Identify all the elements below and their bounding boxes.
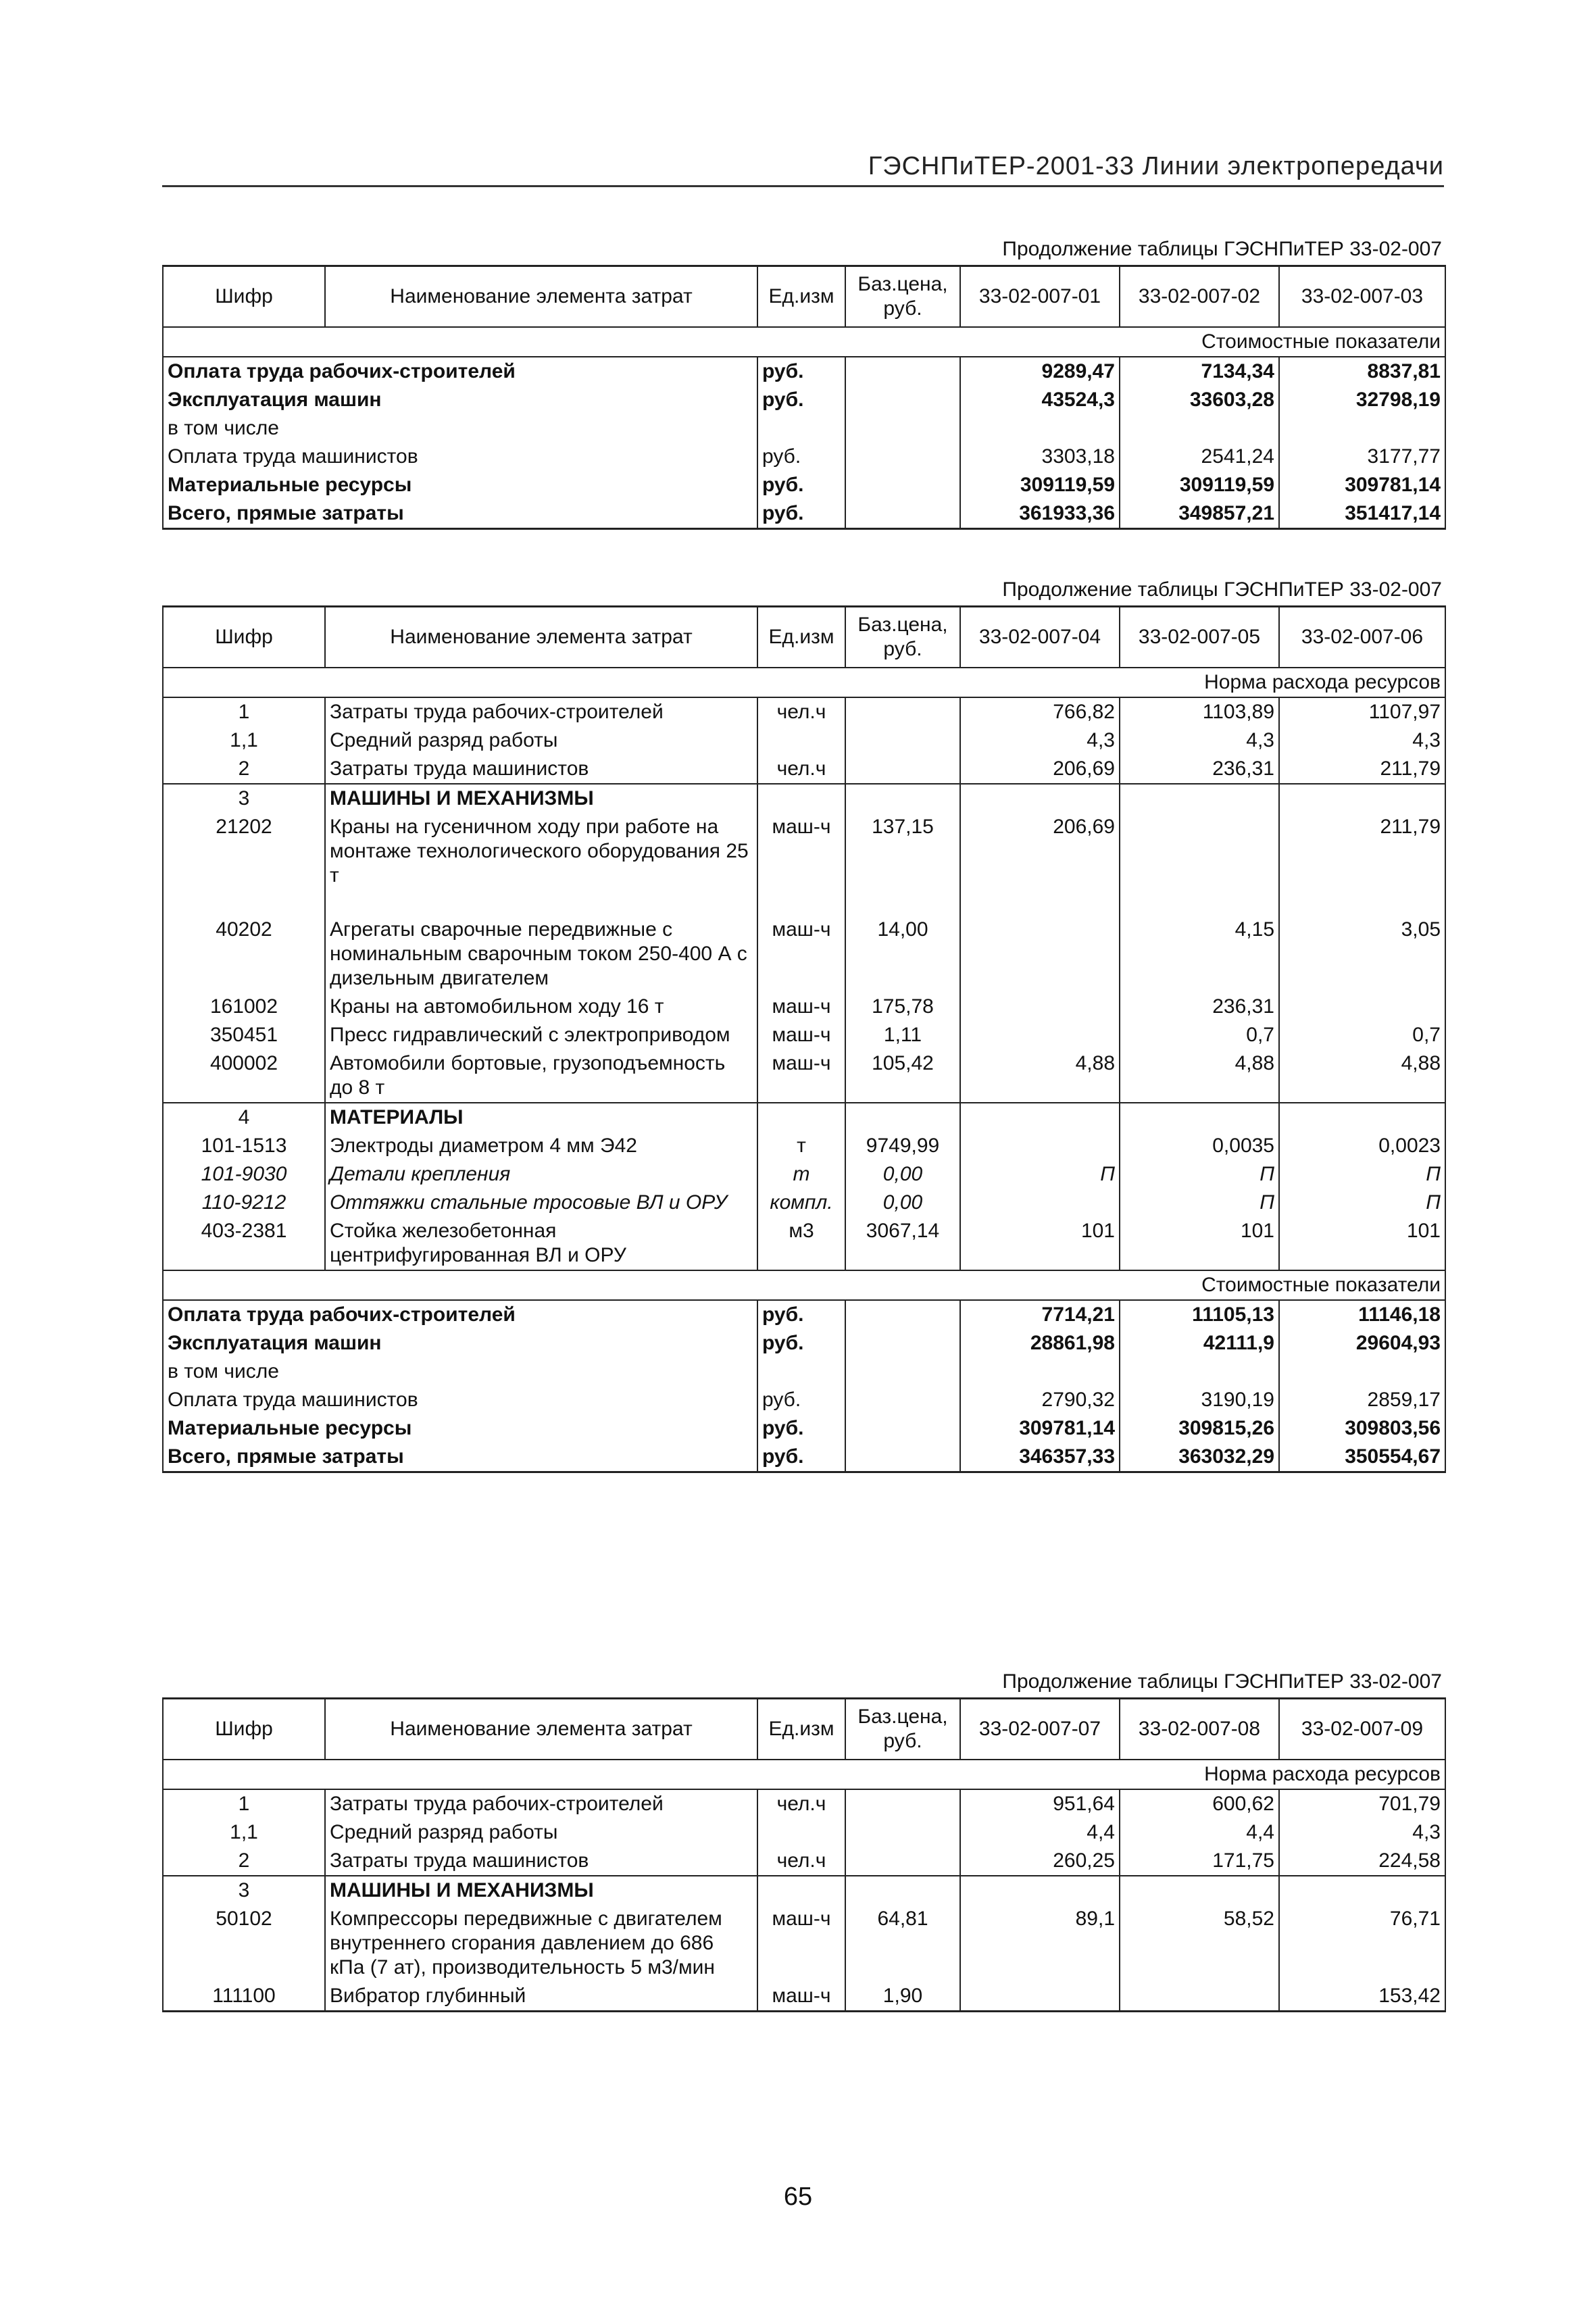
code: 3 — [163, 784, 325, 813]
value: 4,4 — [960, 1818, 1120, 1847]
value: 43524,3 — [960, 386, 1120, 414]
unit: чел.ч — [757, 697, 845, 726]
value: П — [1279, 1189, 1445, 1217]
value: 3190,19 — [1120, 1386, 1279, 1414]
value — [1120, 1876, 1279, 1905]
value: 351417,14 — [1279, 499, 1445, 529]
value — [1279, 784, 1445, 813]
name: Краны на автомобильном ходу 16 т — [325, 993, 757, 1021]
name: Компрессоры передвижные с двигателем внутреннего сгорания давлением до 686 кПа (7 ат), производительность 5 м3/мин — [325, 1905, 757, 1982]
value — [1120, 813, 1279, 916]
value: 701,79 — [1279, 1789, 1445, 1818]
name: Затраты труда рабочих-строителей — [325, 697, 757, 726]
value — [1279, 1876, 1445, 1905]
price: 0,00 — [845, 1160, 960, 1189]
band-row — [163, 327, 1445, 357]
code: 1 — [163, 697, 325, 726]
totals-label: Всего, прямые затраты — [163, 499, 757, 529]
resource-row — [163, 1818, 1445, 1847]
value — [960, 1021, 1120, 1049]
unit: руб. — [757, 1443, 845, 1472]
name: Затраты труда рабочих-строителей — [325, 1789, 757, 1818]
value: 29604,93 — [1279, 1329, 1445, 1358]
name: МАШИНЫ И МЕХАНИЗМЫ — [325, 1876, 757, 1905]
unit: руб. — [757, 443, 845, 471]
page-number: 65 — [783, 2183, 813, 2211]
price — [845, 1329, 960, 1358]
totals-row — [163, 1300, 1445, 1329]
code: 1 — [163, 1789, 325, 1818]
code: 400002 — [163, 1049, 325, 1103]
col-code-3: 33-02-007-09 — [1279, 1699, 1445, 1760]
price: 3067,14 — [845, 1217, 960, 1270]
table-1 — [162, 265, 1446, 530]
totals-label: Материальные ресурсы — [163, 1414, 757, 1443]
col-unit: Ед.изм — [757, 1699, 845, 1760]
value — [960, 784, 1120, 813]
totals-label: Оплата труда машинистов — [163, 443, 757, 471]
col-unit: Ед.изм — [757, 266, 845, 328]
value — [960, 1103, 1120, 1132]
price: 1,11 — [845, 1021, 960, 1049]
totals-label: Эксплуатация машин — [163, 1329, 757, 1358]
name: Вибратор глубинный — [325, 1982, 757, 2012]
unit: маш-ч — [757, 1021, 845, 1049]
unit: маш-ч — [757, 1982, 845, 2012]
band-label: Стоимостные показатели — [163, 1270, 1445, 1300]
value: 309119,59 — [1120, 471, 1279, 499]
value: 0,7 — [1120, 1021, 1279, 1049]
totals-row — [163, 471, 1445, 499]
resource-row — [163, 1160, 1445, 1189]
name: Средний разряд работы — [325, 1818, 757, 1847]
value: П — [1120, 1160, 1279, 1189]
resource-row — [163, 1103, 1445, 1132]
price — [845, 755, 960, 784]
value: 600,62 — [1120, 1789, 1279, 1818]
col-price: Баз.цена, руб. — [845, 607, 960, 668]
value: 309803,56 — [1279, 1414, 1445, 1443]
name: МАШИНЫ И МЕХАНИЗМЫ — [325, 784, 757, 813]
price — [845, 1414, 960, 1443]
value: 2541,24 — [1120, 443, 1279, 471]
price — [845, 726, 960, 755]
value — [960, 1982, 1120, 2012]
value: 101 — [1120, 1217, 1279, 1270]
unit — [757, 784, 845, 813]
value — [1120, 1358, 1279, 1386]
table-2 — [162, 605, 1446, 1473]
value: 101 — [1279, 1217, 1445, 1270]
totals-label: в том числе — [163, 1358, 757, 1386]
value: 4,88 — [960, 1049, 1120, 1103]
code: 101-1513 — [163, 1132, 325, 1160]
price — [845, 1443, 960, 1472]
resource-row — [163, 726, 1445, 755]
col-code-1: 33-02-007-01 — [960, 266, 1120, 328]
value: 224,58 — [1279, 1847, 1445, 1876]
unit — [757, 726, 845, 755]
price: 9749,99 — [845, 1132, 960, 1160]
value: 211,79 — [1279, 813, 1445, 916]
price: 1,90 — [845, 1982, 960, 2012]
resource-row — [163, 755, 1445, 784]
value: 153,42 — [1279, 1982, 1445, 2012]
col-code-3: 33-02-007-03 — [1279, 266, 1445, 328]
value: 206,69 — [960, 755, 1120, 784]
table-3 — [162, 1697, 1446, 2012]
totals-row — [163, 357, 1445, 386]
header-row — [163, 607, 1445, 668]
band-row — [163, 668, 1445, 697]
price — [845, 1876, 960, 1905]
code: 110-9212 — [163, 1189, 325, 1217]
totals-row — [163, 414, 1445, 443]
unit: руб. — [757, 499, 845, 529]
value — [1120, 414, 1279, 443]
value: 76,71 — [1279, 1905, 1445, 1982]
value — [960, 414, 1120, 443]
totals-label: Материальные ресурсы — [163, 471, 757, 499]
unit: маш-ч — [757, 916, 845, 993]
col-price: Баз.цена, руб. — [845, 266, 960, 328]
value: П — [1279, 1160, 1445, 1189]
code: 2 — [163, 755, 325, 784]
col-code-2: 33-02-007-08 — [1120, 1699, 1279, 1760]
price — [845, 1103, 960, 1132]
col-unit: Ед.изм — [757, 607, 845, 668]
value: П — [1120, 1189, 1279, 1217]
totals-label: Всего, прямые затраты — [163, 1443, 757, 1472]
value: 0,0023 — [1279, 1132, 1445, 1160]
table3-caption: Продолжение таблицы ГЭСНПиТЕР 33-02-007 — [1002, 1670, 1442, 1693]
value: 11146,18 — [1279, 1300, 1445, 1329]
value: 309119,59 — [960, 471, 1120, 499]
name: Затраты труда машинистов — [325, 1847, 757, 1876]
unit: т — [757, 1132, 845, 1160]
value: 171,75 — [1120, 1847, 1279, 1876]
code: 350451 — [163, 1021, 325, 1049]
band-row — [163, 1270, 1445, 1300]
unit: м3 — [757, 1217, 845, 1270]
col-code-2: 33-02-007-02 — [1120, 266, 1279, 328]
totals-row — [163, 1358, 1445, 1386]
price — [845, 357, 960, 386]
code: 3 — [163, 1876, 325, 1905]
value: 7714,21 — [960, 1300, 1120, 1329]
band-label: Норма расхода ресурсов — [163, 668, 1445, 697]
value: 28861,98 — [960, 1329, 1120, 1358]
unit — [757, 1818, 845, 1847]
name: Затраты труда машинистов — [325, 755, 757, 784]
value: 349857,21 — [1120, 499, 1279, 529]
name: Пресс гидравлический с электроприводом — [325, 1021, 757, 1049]
value: 9289,47 — [960, 357, 1120, 386]
resource-row — [163, 916, 1445, 993]
price: 0,00 — [845, 1189, 960, 1217]
price — [845, 471, 960, 499]
value: 1103,89 — [1120, 697, 1279, 726]
col-name: Наименование элемента затрат — [325, 266, 757, 328]
value: 4,3 — [1279, 1818, 1445, 1847]
value: 11105,13 — [1120, 1300, 1279, 1329]
unit — [757, 1358, 845, 1386]
resource-row — [163, 697, 1445, 726]
value: 236,31 — [1120, 993, 1279, 1021]
value — [1279, 414, 1445, 443]
unit: компл. — [757, 1189, 845, 1217]
unit: чел.ч — [757, 1847, 845, 1876]
totals-row — [163, 499, 1445, 529]
value — [960, 1876, 1120, 1905]
value: 58,52 — [1120, 1905, 1279, 1982]
value: 0,0035 — [1120, 1132, 1279, 1160]
value: 766,82 — [960, 697, 1120, 726]
col-code: Шифр — [163, 266, 325, 328]
code: 40202 — [163, 916, 325, 993]
price — [845, 1300, 960, 1329]
price — [845, 414, 960, 443]
running-header: ГЭСНПиТЕР-2001-33 Линии электропередачи — [162, 152, 1444, 187]
value — [1120, 1103, 1279, 1132]
name: Автомобили бортовые, грузоподъемность до 8 т — [325, 1049, 757, 1103]
resource-row — [163, 1847, 1445, 1876]
col-name: Наименование элемента затрат — [325, 607, 757, 668]
value: 33603,28 — [1120, 386, 1279, 414]
table2-caption: Продолжение таблицы ГЭСНПиТЕР 33-02-007 — [1002, 578, 1442, 601]
value: 211,79 — [1279, 755, 1445, 784]
price: 175,78 — [845, 993, 960, 1021]
unit: руб. — [757, 386, 845, 414]
unit — [757, 1103, 845, 1132]
value: 309781,14 — [1279, 471, 1445, 499]
unit: руб. — [757, 357, 845, 386]
value: 3303,18 — [960, 443, 1120, 471]
col-code: Шифр — [163, 607, 325, 668]
code: 403-2381 — [163, 1217, 325, 1270]
totals-row — [163, 386, 1445, 414]
resource-row — [163, 1049, 1445, 1103]
name: Стойка железобетонная центрифугированная ВЛ и ОРУ — [325, 1217, 757, 1270]
value — [1279, 1103, 1445, 1132]
resource-row — [163, 1189, 1445, 1217]
value: 8837,81 — [1279, 357, 1445, 386]
code: 111100 — [163, 1982, 325, 2012]
value: 346357,33 — [960, 1443, 1120, 1472]
price: 105,42 — [845, 1049, 960, 1103]
totals-label: Оплата труда машинистов — [163, 1386, 757, 1414]
code: 1,1 — [163, 726, 325, 755]
col-code-2: 33-02-007-05 — [1120, 607, 1279, 668]
resource-row — [163, 784, 1445, 813]
col-name: Наименование элемента затрат — [325, 1699, 757, 1760]
value: 4,3 — [1120, 726, 1279, 755]
value — [960, 1358, 1120, 1386]
resource-row — [163, 993, 1445, 1021]
price — [845, 1818, 960, 1847]
value — [960, 916, 1120, 993]
value: 89,1 — [960, 1905, 1120, 1982]
value: 4,3 — [1279, 726, 1445, 755]
price: 137,15 — [845, 813, 960, 916]
value: 350554,67 — [1279, 1443, 1445, 1472]
unit: руб. — [757, 471, 845, 499]
header-row — [163, 266, 1445, 328]
value: 2859,17 — [1279, 1386, 1445, 1414]
code: 4 — [163, 1103, 325, 1132]
price: 14,00 — [845, 916, 960, 993]
totals-row — [163, 1329, 1445, 1358]
name: Детали крепления — [325, 1160, 757, 1189]
col-code-1: 33-02-007-07 — [960, 1699, 1120, 1760]
totals-label: в том числе — [163, 414, 757, 443]
value: 309815,26 — [1120, 1414, 1279, 1443]
value: 0,7 — [1279, 1021, 1445, 1049]
code: 2 — [163, 1847, 325, 1876]
unit — [757, 1876, 845, 1905]
totals-row — [163, 1414, 1445, 1443]
name: Агрегаты сварочные передвижные с номинальным сварочным током 250-400 А с дизельным двигателем — [325, 916, 757, 993]
code: 1,1 — [163, 1818, 325, 1847]
value — [1120, 1982, 1279, 2012]
value — [960, 993, 1120, 1021]
unit: руб. — [757, 1414, 845, 1443]
unit: руб. — [757, 1300, 845, 1329]
unit — [757, 414, 845, 443]
unit: маш-ч — [757, 813, 845, 916]
table1-caption: Продолжение таблицы ГЭСНПиТЕР 33-02-007 — [1002, 238, 1442, 260]
col-code-1: 33-02-007-04 — [960, 607, 1120, 668]
totals-row — [163, 1443, 1445, 1472]
value — [1120, 784, 1279, 813]
unit: чел.ч — [757, 755, 845, 784]
price: 64,81 — [845, 1905, 960, 1982]
value: 2790,32 — [960, 1386, 1120, 1414]
unit: т — [757, 1160, 845, 1189]
value: 363032,29 — [1120, 1443, 1279, 1472]
value: 4,15 — [1120, 916, 1279, 993]
name: Краны на гусеничном ходу при работе на монтаже технологического оборудования 25 т — [325, 813, 757, 916]
value: 1107,97 — [1279, 697, 1445, 726]
price — [845, 386, 960, 414]
resource-row — [163, 813, 1445, 916]
value: 42111,9 — [1120, 1329, 1279, 1358]
unit: руб. — [757, 1386, 845, 1414]
price — [845, 697, 960, 726]
value: 4,4 — [1120, 1818, 1279, 1847]
band-label: Стоимостные показатели — [163, 327, 1445, 357]
totals-label: Оплата труда рабочих-строителей — [163, 1300, 757, 1329]
name: Средний разряд работы — [325, 726, 757, 755]
band-label: Норма расхода ресурсов — [163, 1760, 1445, 1789]
unit: маш-ч — [757, 993, 845, 1021]
value: 951,64 — [960, 1789, 1120, 1818]
value: 4,88 — [1120, 1049, 1279, 1103]
unit: руб. — [757, 1329, 845, 1358]
value: 260,25 — [960, 1847, 1120, 1876]
price — [845, 1386, 960, 1414]
value: 4,3 — [960, 726, 1120, 755]
value: 361933,36 — [960, 499, 1120, 529]
resource-row — [163, 1876, 1445, 1905]
name: Оттяжки стальные тросовые ВЛ и ОРУ — [325, 1189, 757, 1217]
value: 4,88 — [1279, 1049, 1445, 1103]
price — [845, 784, 960, 813]
band-row — [163, 1760, 1445, 1789]
code: 101-9030 — [163, 1160, 325, 1189]
value — [1279, 993, 1445, 1021]
name: Электроды диаметром 4 мм Э42 — [325, 1132, 757, 1160]
totals-label: Эксплуатация машин — [163, 386, 757, 414]
resource-row — [163, 1905, 1445, 1982]
value: 3177,77 — [1279, 443, 1445, 471]
value: 309781,14 — [960, 1414, 1120, 1443]
code: 161002 — [163, 993, 325, 1021]
value — [960, 1132, 1120, 1160]
code: 21202 — [163, 813, 325, 916]
name: МАТЕРИАЛЫ — [325, 1103, 757, 1132]
code: 50102 — [163, 1905, 325, 1982]
unit: чел.ч — [757, 1789, 845, 1818]
resource-row — [163, 1789, 1445, 1818]
value: 236,31 — [1120, 755, 1279, 784]
col-code-3: 33-02-007-06 — [1279, 607, 1445, 668]
value: 3,05 — [1279, 916, 1445, 993]
price — [845, 443, 960, 471]
totals-label: Оплата труда рабочих-строителей — [163, 357, 757, 386]
resource-row — [163, 1132, 1445, 1160]
price — [845, 499, 960, 529]
value: 7134,34 — [1120, 357, 1279, 386]
resource-row — [163, 1021, 1445, 1049]
value: 32798,19 — [1279, 386, 1445, 414]
unit: маш-ч — [757, 1905, 845, 1982]
totals-row — [163, 1386, 1445, 1414]
col-price: Баз.цена, руб. — [845, 1699, 960, 1760]
resource-row — [163, 1217, 1445, 1270]
price — [845, 1358, 960, 1386]
totals-row — [163, 443, 1445, 471]
price — [845, 1847, 960, 1876]
price — [845, 1789, 960, 1818]
value — [960, 1189, 1120, 1217]
value: 101 — [960, 1217, 1120, 1270]
header-row — [163, 1699, 1445, 1760]
value — [1279, 1358, 1445, 1386]
value: П — [960, 1160, 1120, 1189]
value: 206,69 — [960, 813, 1120, 916]
unit: маш-ч — [757, 1049, 845, 1103]
col-code: Шифр — [163, 1699, 325, 1760]
resource-row — [163, 1982, 1445, 2012]
